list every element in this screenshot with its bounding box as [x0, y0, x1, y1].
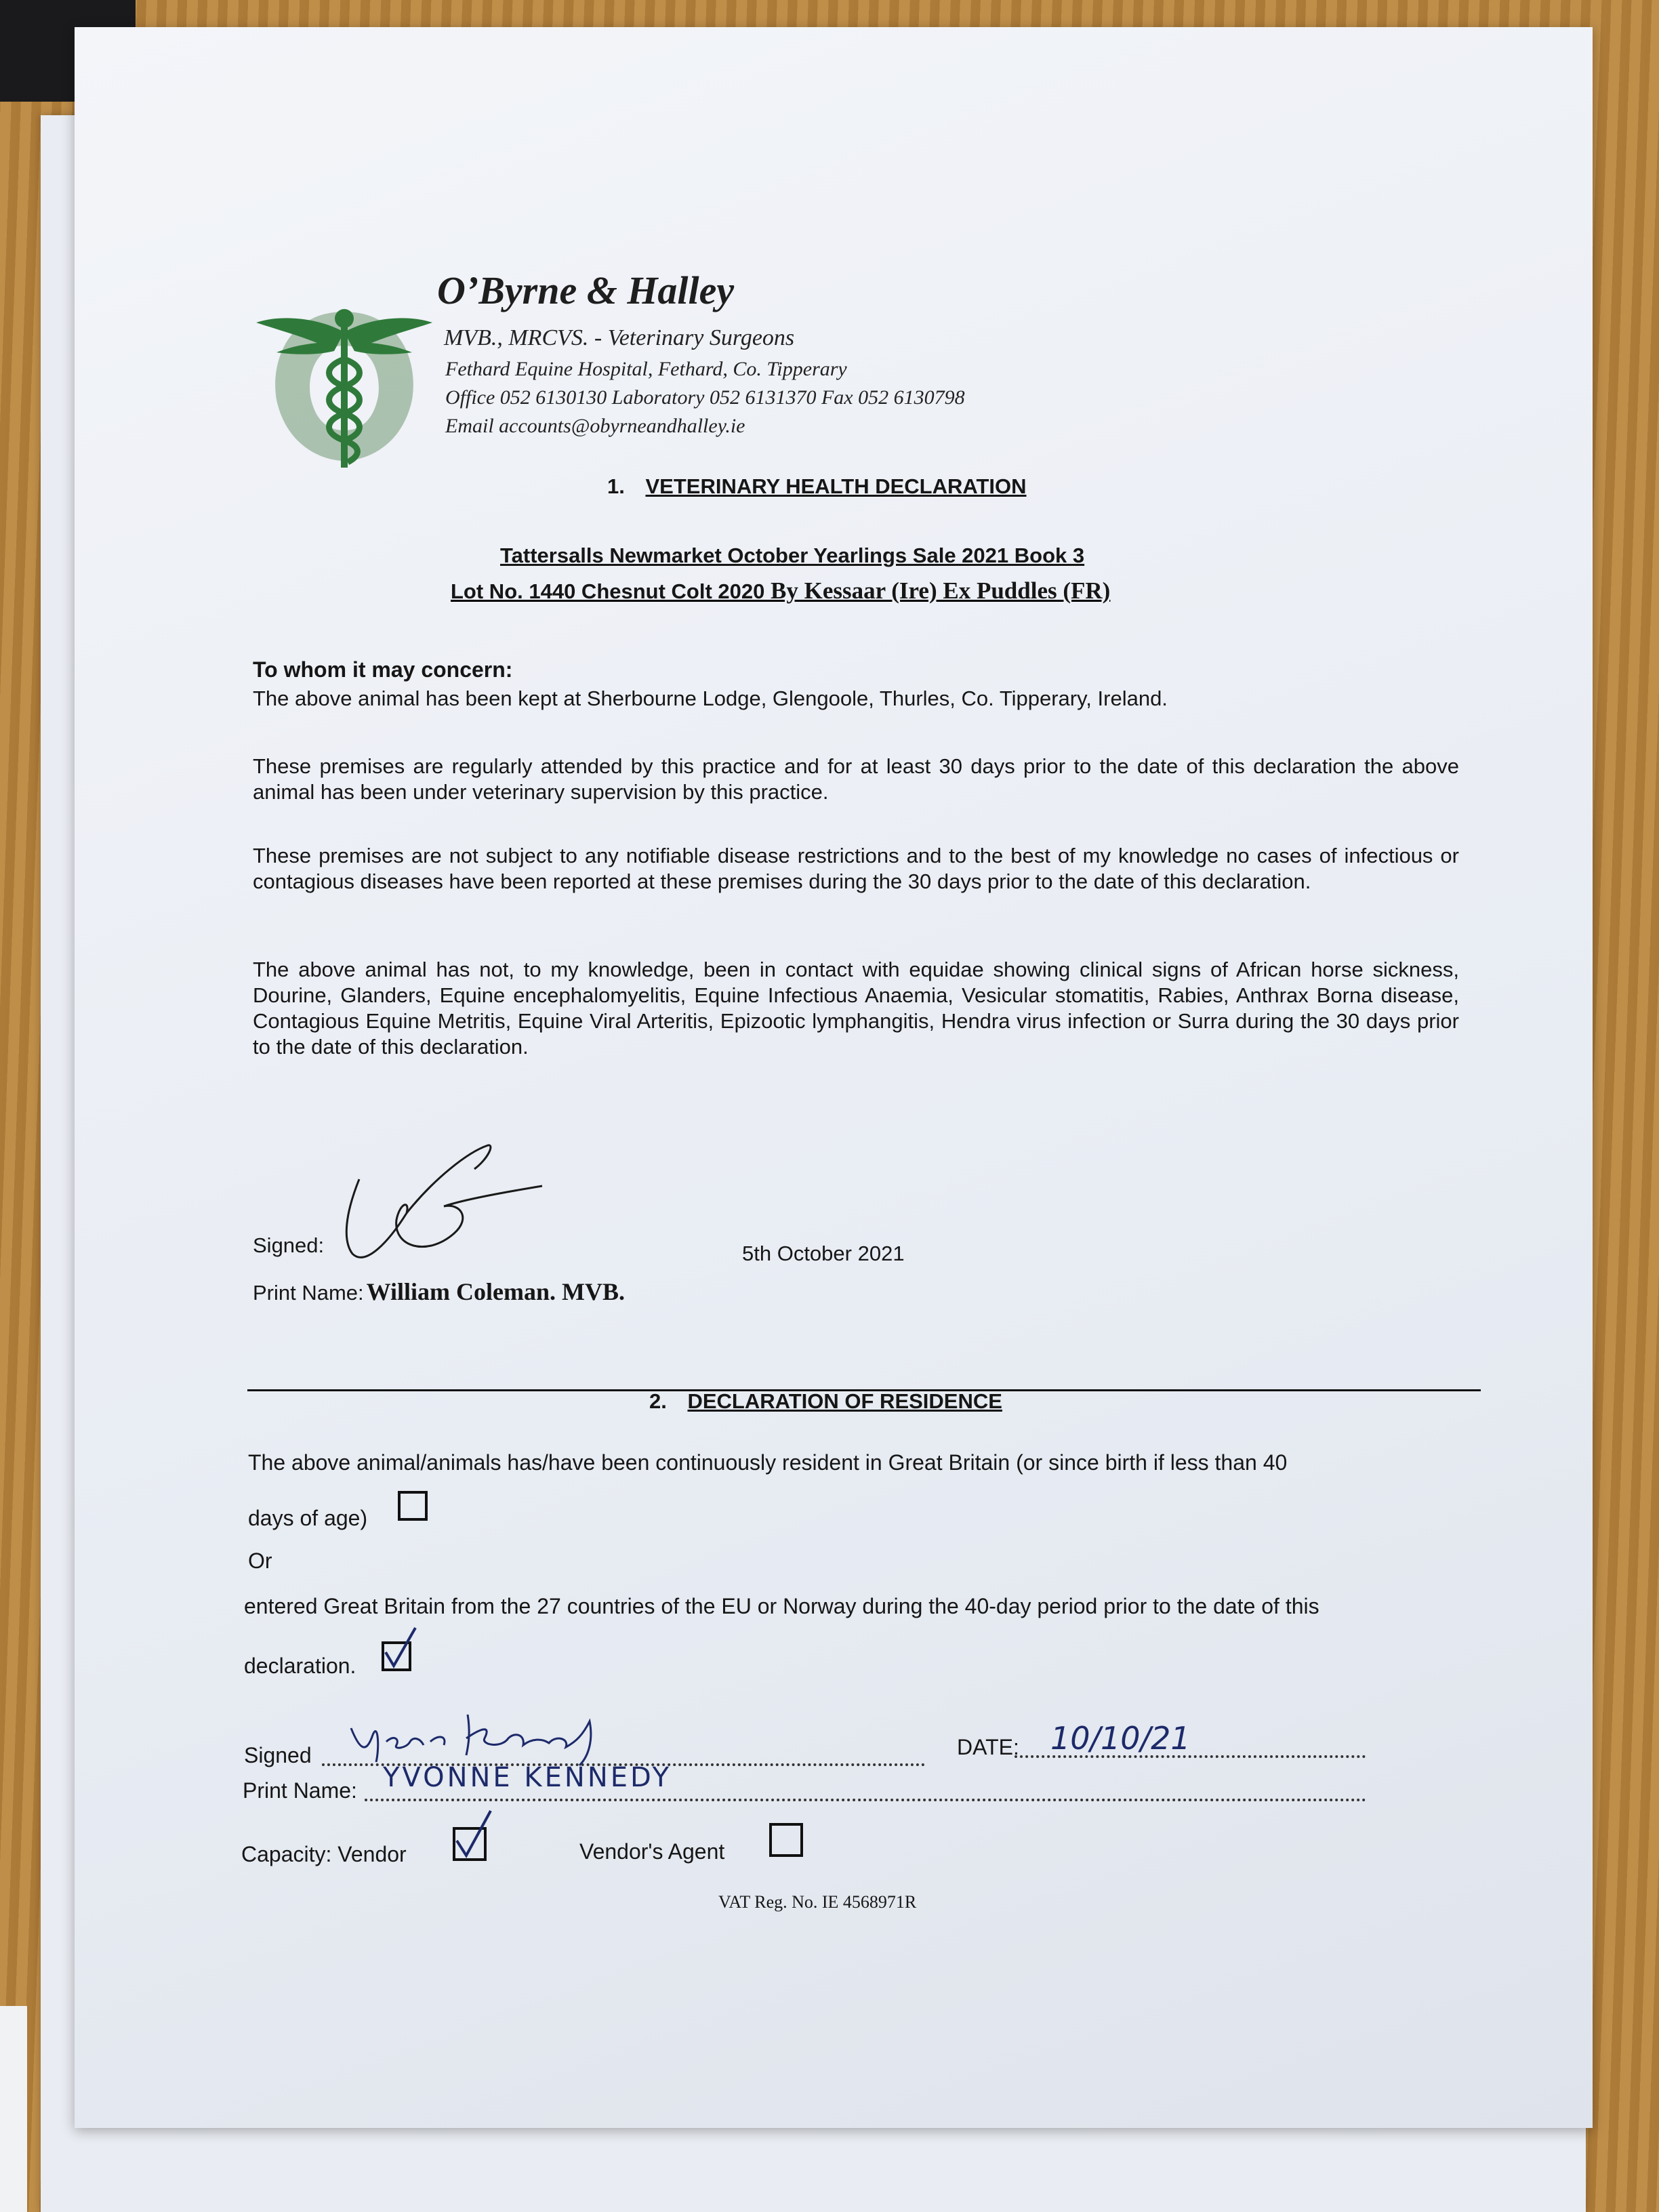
vat-number: VAT Reg. No. IE 4568971R [718, 1892, 917, 1912]
lot-prefix: Lot No. 1440 Chesnut Colt 2020 [451, 579, 771, 603]
vet-date: 5th October 2021 [742, 1242, 905, 1265]
vendor-print-name-value[interactable]: YVONNE KENNEDY [383, 1762, 672, 1793]
firm-name: O’Byrne & Halley [437, 268, 735, 312]
vendor-checkbox[interactable] [453, 1827, 487, 1861]
section2-heading [649, 1389, 1002, 1414]
entered-check-mark-icon [380, 1624, 421, 1671]
paper-scrap [0, 2006, 27, 2212]
vet-signed-label: Signed: [253, 1233, 325, 1257]
paragraph-kept-at: The above animal has been kept at Sherbourne Lodge, Glengoole, Thurles, Co. Tipperary, Ireland. [253, 687, 1168, 710]
vendor-signature-icon [346, 1708, 644, 1769]
resident-text-line1: The above animal/animals has/have been continuously resident in Great Britain (or since birth if less than 40 [248, 1450, 1288, 1475]
section2-title: DECLARATION OF RESIDENCE [687, 1389, 1002, 1413]
or-label: Or [248, 1549, 272, 1573]
paragraph-supervision: These premises are regularly attended by this practice and for at least 30 days prior to the date of this declaration the above animal has been under veterinary supervision by this practice. [253, 754, 1459, 804]
vet-print-name-value: William Coleman. MVB. [366, 1278, 625, 1305]
section1-number: 1. [607, 474, 625, 498]
agent-checkbox[interactable] [769, 1823, 803, 1857]
capacity-agent-label: Vendor's Agent [579, 1839, 725, 1864]
entered-text-line2: declaration. [244, 1654, 356, 1678]
vet-print-name [253, 1277, 625, 1306]
caduceus-logo-icon [249, 285, 439, 474]
vendor-check-mark-icon [451, 1807, 499, 1861]
paragraph-restrictions: These premises are not subject to any notifiable disease restrictions and to the best of my knowledge no cases of infectious or contagious diseases have been reported at these premises during the 30 days prior to the date of this declaration. [253, 844, 1459, 893]
document-page [75, 27, 1593, 2128]
firm-phones: Office 052 6130130 Laboratory 052 6131370 Fax 052 6130798 [445, 386, 965, 409]
section1-heading [607, 474, 1027, 499]
firm-address: Fethard Equine Hospital, Fethard, Co. Tipperary [445, 358, 847, 380]
vendor-date-value[interactable]: 10/10/21 [1050, 1720, 1191, 1757]
lot-suffix: By Kessaar (Ire) Ex Puddles (FR) [771, 577, 1111, 604]
salutation: To whom it may concern: [253, 657, 513, 682]
vendor-print-name-line [365, 1799, 1366, 1801]
resident-checkbox[interactable] [398, 1491, 428, 1521]
firm-email: Email accounts@obyrneandhalley.ie [445, 415, 745, 437]
resident-text-line2: days of age) [248, 1506, 368, 1530]
paragraph-disease-contact: The above animal has not, to my knowledge, been in contact with equidae showing clinical signs of African horse sickness, Dourine, Glanders, Equine encephalomyelitis, Equine Infectious Anaemia, Vesicular stomatitis, Rabies, Anthrax Borna disease, Contagious Equine Metritis, Equine Viral Arteritis, Epizootic lymphangitis, Hendra virus infection or Surra during the 30 days prior to the date of this declaration. [253, 958, 1459, 1059]
vendor-date-label: DATE: [957, 1735, 1019, 1759]
lot-description [451, 577, 1110, 605]
entered-text-line1: entered Great Britain from the 27 countries of the EU or Norway during the 40-day period prior to the date of this [244, 1594, 1319, 1618]
section2-number: 2. [649, 1389, 667, 1413]
vendor-signed-label: Signed [244, 1743, 312, 1767]
vendor-print-name-label: Print Name: [243, 1778, 357, 1803]
section1-title: VETERINARY HEALTH DECLARATION [645, 474, 1027, 498]
capacity-vendor-label: Capacity: Vendor [241, 1842, 407, 1866]
vet-signature-icon [325, 1139, 549, 1274]
firm-qualifications: MVB., MRCVS. - Veterinary Surgeons [444, 325, 795, 350]
entered-checkbox[interactable] [382, 1641, 411, 1671]
vet-print-name-label: Print Name: [253, 1281, 364, 1305]
sale-title: Tattersalls Newmarket October Yearlings Sale 2021 Book 3 [500, 544, 1085, 567]
